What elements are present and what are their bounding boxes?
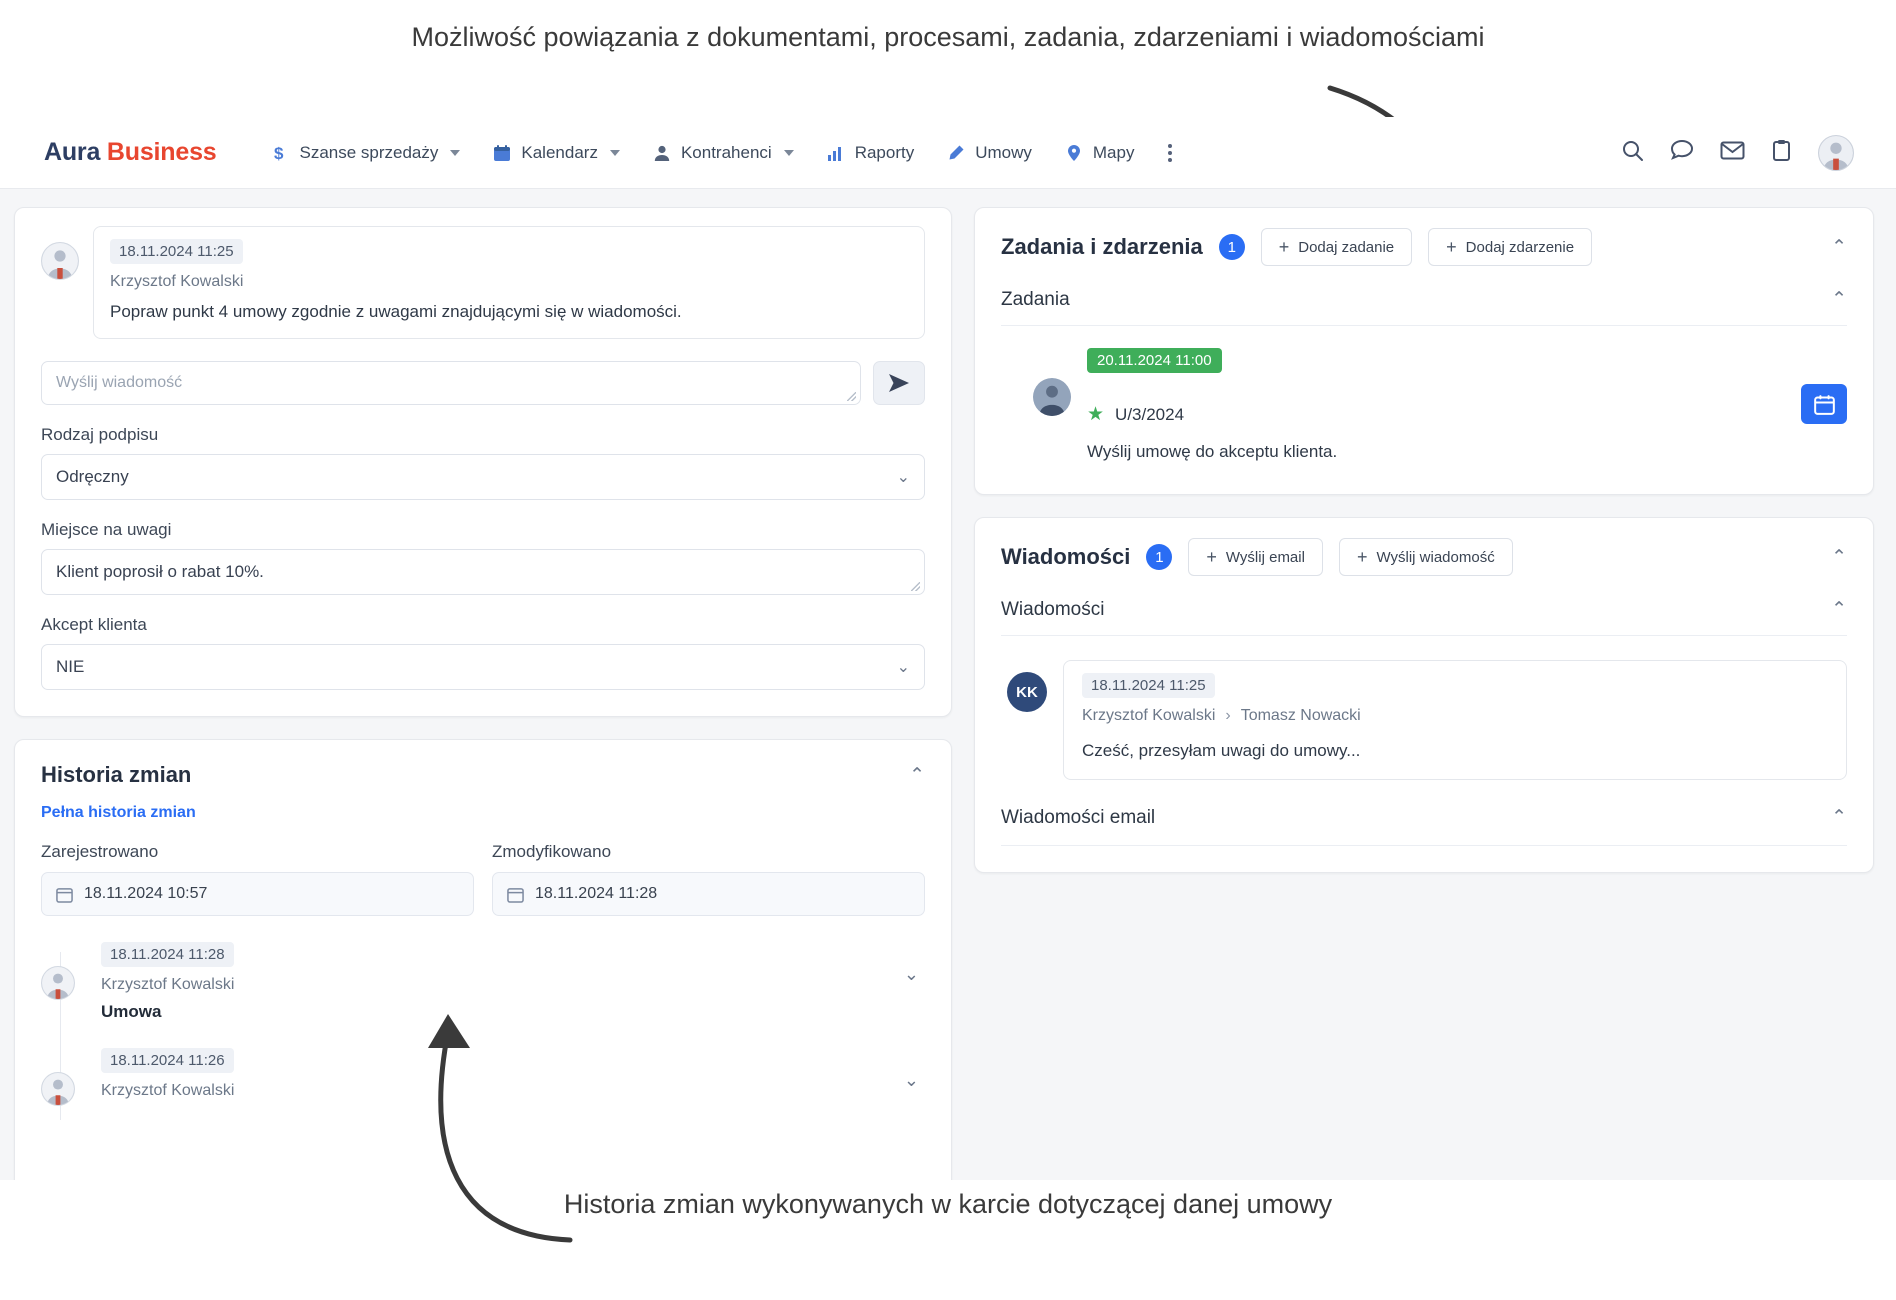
task-date-badge: 20.11.2024 11:00 xyxy=(1087,348,1222,373)
add-task-label: Dodaj zadanie xyxy=(1298,238,1395,256)
textarea-value: Klient poprosił o rabat 10%. xyxy=(56,562,264,581)
history-header xyxy=(41,762,925,788)
modified-value: 18.11.2024 11:28 xyxy=(535,885,658,902)
send-message-input[interactable] xyxy=(41,361,861,405)
message-bubble xyxy=(93,226,925,339)
message-list-item xyxy=(1001,642,1847,780)
message-author: Krzysztof Kowalski xyxy=(110,273,244,290)
send-message-placeholder: Wyślij wiadomość xyxy=(56,374,183,391)
modified-value-box[interactable] xyxy=(492,872,925,916)
message-timestamp: 18.11.2024 11:25 xyxy=(110,239,243,264)
main-content xyxy=(0,189,1896,1180)
calendar-icon xyxy=(1814,394,1835,415)
logo-text-aura: Aura xyxy=(44,138,101,166)
nav-item-mapy[interactable] xyxy=(1048,117,1151,189)
registered-value: 18.11.2024 10:57 xyxy=(84,885,208,902)
add-task-button[interactable] xyxy=(1261,228,1412,266)
tasks-count-badge: 1 xyxy=(1219,234,1245,260)
avatar xyxy=(1033,378,1071,416)
registered-value-box[interactable] xyxy=(41,872,474,916)
history-entry-time: 18.11.2024 11:26 xyxy=(101,1048,234,1073)
annotation-top xyxy=(0,18,1896,56)
arrow-right-icon: › xyxy=(1225,707,1231,724)
calendar-icon xyxy=(492,143,512,163)
expand-entry-icon[interactable]: ⌄ xyxy=(903,964,919,984)
right-column xyxy=(974,207,1874,1180)
send-message-label: Wyślij wiadomość xyxy=(1376,548,1495,566)
chevron-down-icon xyxy=(784,150,794,156)
top-navigation-bar xyxy=(0,117,1896,189)
message-from: Krzysztof Kowalski xyxy=(1082,707,1216,724)
avatar xyxy=(41,966,75,1000)
chevron-down-icon xyxy=(610,150,620,156)
nav-label: Szanse sprzedaży xyxy=(299,142,439,162)
select-value: Odręczny xyxy=(56,467,129,486)
chevron-down-icon xyxy=(450,150,460,156)
message-text: Popraw punkt 4 umowy zgodnie z uwagami znajdującymi się w wiadomości. xyxy=(110,302,682,321)
select-rodzaj-podpisu[interactable] xyxy=(41,454,925,500)
star-icon: ★ xyxy=(1087,404,1105,425)
registered-label: Zarejestrowano xyxy=(41,842,159,861)
nav-label: Kalendarz xyxy=(521,142,598,162)
send-email-button[interactable] xyxy=(1188,538,1323,576)
modified-label: Zmodyfikowano xyxy=(492,842,612,861)
send-email-label: Wyślij email xyxy=(1225,548,1305,566)
message-preview: Cześć, przesyłam uwagi do umowy... xyxy=(1082,741,1361,760)
label-miejsce-na-uwagi: Miejsce na uwagi xyxy=(41,520,172,539)
messages-panel xyxy=(974,517,1874,873)
nav-label: Umowy xyxy=(975,142,1032,162)
chevron-down-icon: ⌄ xyxy=(896,469,910,486)
collapse-history-icon[interactable]: ⌃ xyxy=(909,764,925,786)
collapse-tasks-section-icon[interactable]: ⌃ xyxy=(1831,289,1847,310)
tasks-and-events-panel xyxy=(974,207,1874,495)
tasks-section-header xyxy=(1001,266,1847,326)
nav-label: Mapy xyxy=(1092,142,1135,162)
history-entry-time: 18.11.2024 11:28 xyxy=(101,942,234,967)
email-messages-section-header xyxy=(1001,780,1847,846)
app-window xyxy=(0,117,1896,1180)
resize-handle[interactable] xyxy=(911,582,920,591)
full-history-link[interactable]: Pełna historia zmian xyxy=(41,804,196,821)
history-entry-subject: Umowa xyxy=(101,1002,162,1021)
plus-icon: + xyxy=(1356,547,1368,567)
avatar xyxy=(41,242,79,280)
history-timeline xyxy=(41,942,925,1100)
tasks-panel-header xyxy=(1001,228,1847,266)
list-item xyxy=(79,1048,925,1100)
person-icon xyxy=(652,143,672,163)
nav-item-kontrahenci[interactable] xyxy=(636,117,810,189)
history-entry-author: Krzysztof Kowalski xyxy=(101,1082,235,1099)
task-description: Wyślij umowę do akceptu klienta. xyxy=(1087,442,1338,461)
map-pin-icon xyxy=(1064,143,1084,163)
email-messages-section-title: Wiadomości email xyxy=(1001,806,1156,828)
search-icon[interactable] xyxy=(1621,139,1644,167)
send-icon xyxy=(888,373,910,393)
history-dates xyxy=(41,842,925,916)
task-code[interactable]: U/3/2024 xyxy=(1115,404,1185,424)
avatar: KK xyxy=(1007,672,1047,712)
messages-panel-header xyxy=(1001,538,1847,576)
plus-icon: + xyxy=(1206,547,1217,567)
avatar[interactable] xyxy=(1818,135,1854,171)
history-entry-body xyxy=(79,942,925,1022)
topbar-right-actions xyxy=(1621,135,1872,171)
select-akcept-klienta[interactable] xyxy=(41,644,925,690)
collapse-email-section-icon[interactable]: ⌃ xyxy=(1831,807,1847,828)
annotation-bottom-text: Historia zmian wykonywanych w karcie dotyczącej danej umowy xyxy=(563,1189,1333,1219)
nav-item-szanse-sprzedazy[interactable] xyxy=(254,117,476,189)
list-item xyxy=(79,942,925,1022)
label-rodzaj-podpisu: Rodzaj podpisu xyxy=(41,425,159,444)
modified-field xyxy=(492,842,925,916)
registered-field xyxy=(41,842,474,916)
history-title: Historia zmian xyxy=(41,762,192,787)
message-participants xyxy=(1082,707,1828,725)
add-event-label: Dodaj zdarzenie xyxy=(1465,238,1575,256)
messages-section-title: Wiadomości xyxy=(1001,598,1105,620)
thread-message xyxy=(41,226,925,339)
clipboard-icon[interactable] xyxy=(1771,139,1792,167)
add-event-button[interactable] xyxy=(1428,228,1592,266)
plus-icon: + xyxy=(1446,237,1457,257)
calendar-icon xyxy=(507,886,524,903)
plus-icon: + xyxy=(1278,237,1290,257)
annotation-bottom xyxy=(0,1185,1896,1223)
logo-text-business: Business xyxy=(106,138,217,166)
mail-icon[interactable] xyxy=(1720,140,1745,166)
svg-text:$: $ xyxy=(274,143,284,163)
task-row xyxy=(1001,332,1847,468)
history-entry-body xyxy=(79,1048,925,1100)
history-entry-author: Krzysztof Kowalski xyxy=(101,976,235,993)
send-message-button[interactable] xyxy=(1339,538,1513,576)
nav-item-kalendarz[interactable] xyxy=(476,117,636,189)
collapse-messages-panel-icon[interactable]: ⌃ xyxy=(1831,546,1847,568)
more-options-icon[interactable] xyxy=(1150,144,1190,162)
expand-entry-icon[interactable]: ⌄ xyxy=(903,1070,919,1090)
collapse-tasks-panel-icon[interactable]: ⌃ xyxy=(1831,236,1847,258)
select-value: NIE xyxy=(56,657,85,676)
messages-count-badge: 1 xyxy=(1146,544,1172,570)
history-panel xyxy=(14,739,952,1180)
messages-section-header xyxy=(1001,576,1847,636)
message-and-fields-panel xyxy=(14,207,952,717)
avatar xyxy=(41,1072,75,1106)
tasks-section-title: Zadania xyxy=(1001,288,1070,310)
chat-icon[interactable] xyxy=(1670,139,1694,167)
send-message-row xyxy=(41,361,925,405)
tasks-panel-title: Zadania i zdarzenia xyxy=(1001,234,1203,259)
dollar-icon xyxy=(270,143,290,163)
resize-handle[interactable] xyxy=(847,392,856,401)
message-card[interactable] xyxy=(1063,660,1847,780)
nav-item-umowy[interactable] xyxy=(930,117,1048,189)
nav-label: Kontrahenci xyxy=(680,142,772,162)
message-timestamp: 18.11.2024 11:25 xyxy=(1082,673,1215,698)
app-logo[interactable] xyxy=(44,138,216,167)
nav-item-raporty[interactable] xyxy=(810,117,931,189)
calendar-icon xyxy=(56,886,73,903)
annotation-top-text: Możliwość powiązania z dokumentami, procesami, zadania, zdarzeniami i wiadomościami xyxy=(411,22,1485,52)
messages-panel-title: Wiadomości xyxy=(1001,544,1131,569)
task-meta xyxy=(1087,403,1847,426)
bar-chart-icon xyxy=(826,143,846,163)
textarea-miejsce-na-uwagi[interactable] xyxy=(41,549,925,595)
task-calendar-button[interactable] xyxy=(1801,384,1847,424)
message-to: Tomasz Nowacki xyxy=(1240,707,1361,724)
send-button[interactable] xyxy=(873,361,925,405)
task-body xyxy=(1087,348,1847,462)
left-column xyxy=(14,207,952,1180)
collapse-messages-section-icon[interactable]: ⌃ xyxy=(1831,599,1847,620)
pencil-icon xyxy=(946,143,966,163)
chevron-down-icon: ⌄ xyxy=(896,659,910,676)
label-akcept-klienta: Akcept klienta xyxy=(41,615,147,634)
nav-label: Raporty xyxy=(854,142,915,162)
